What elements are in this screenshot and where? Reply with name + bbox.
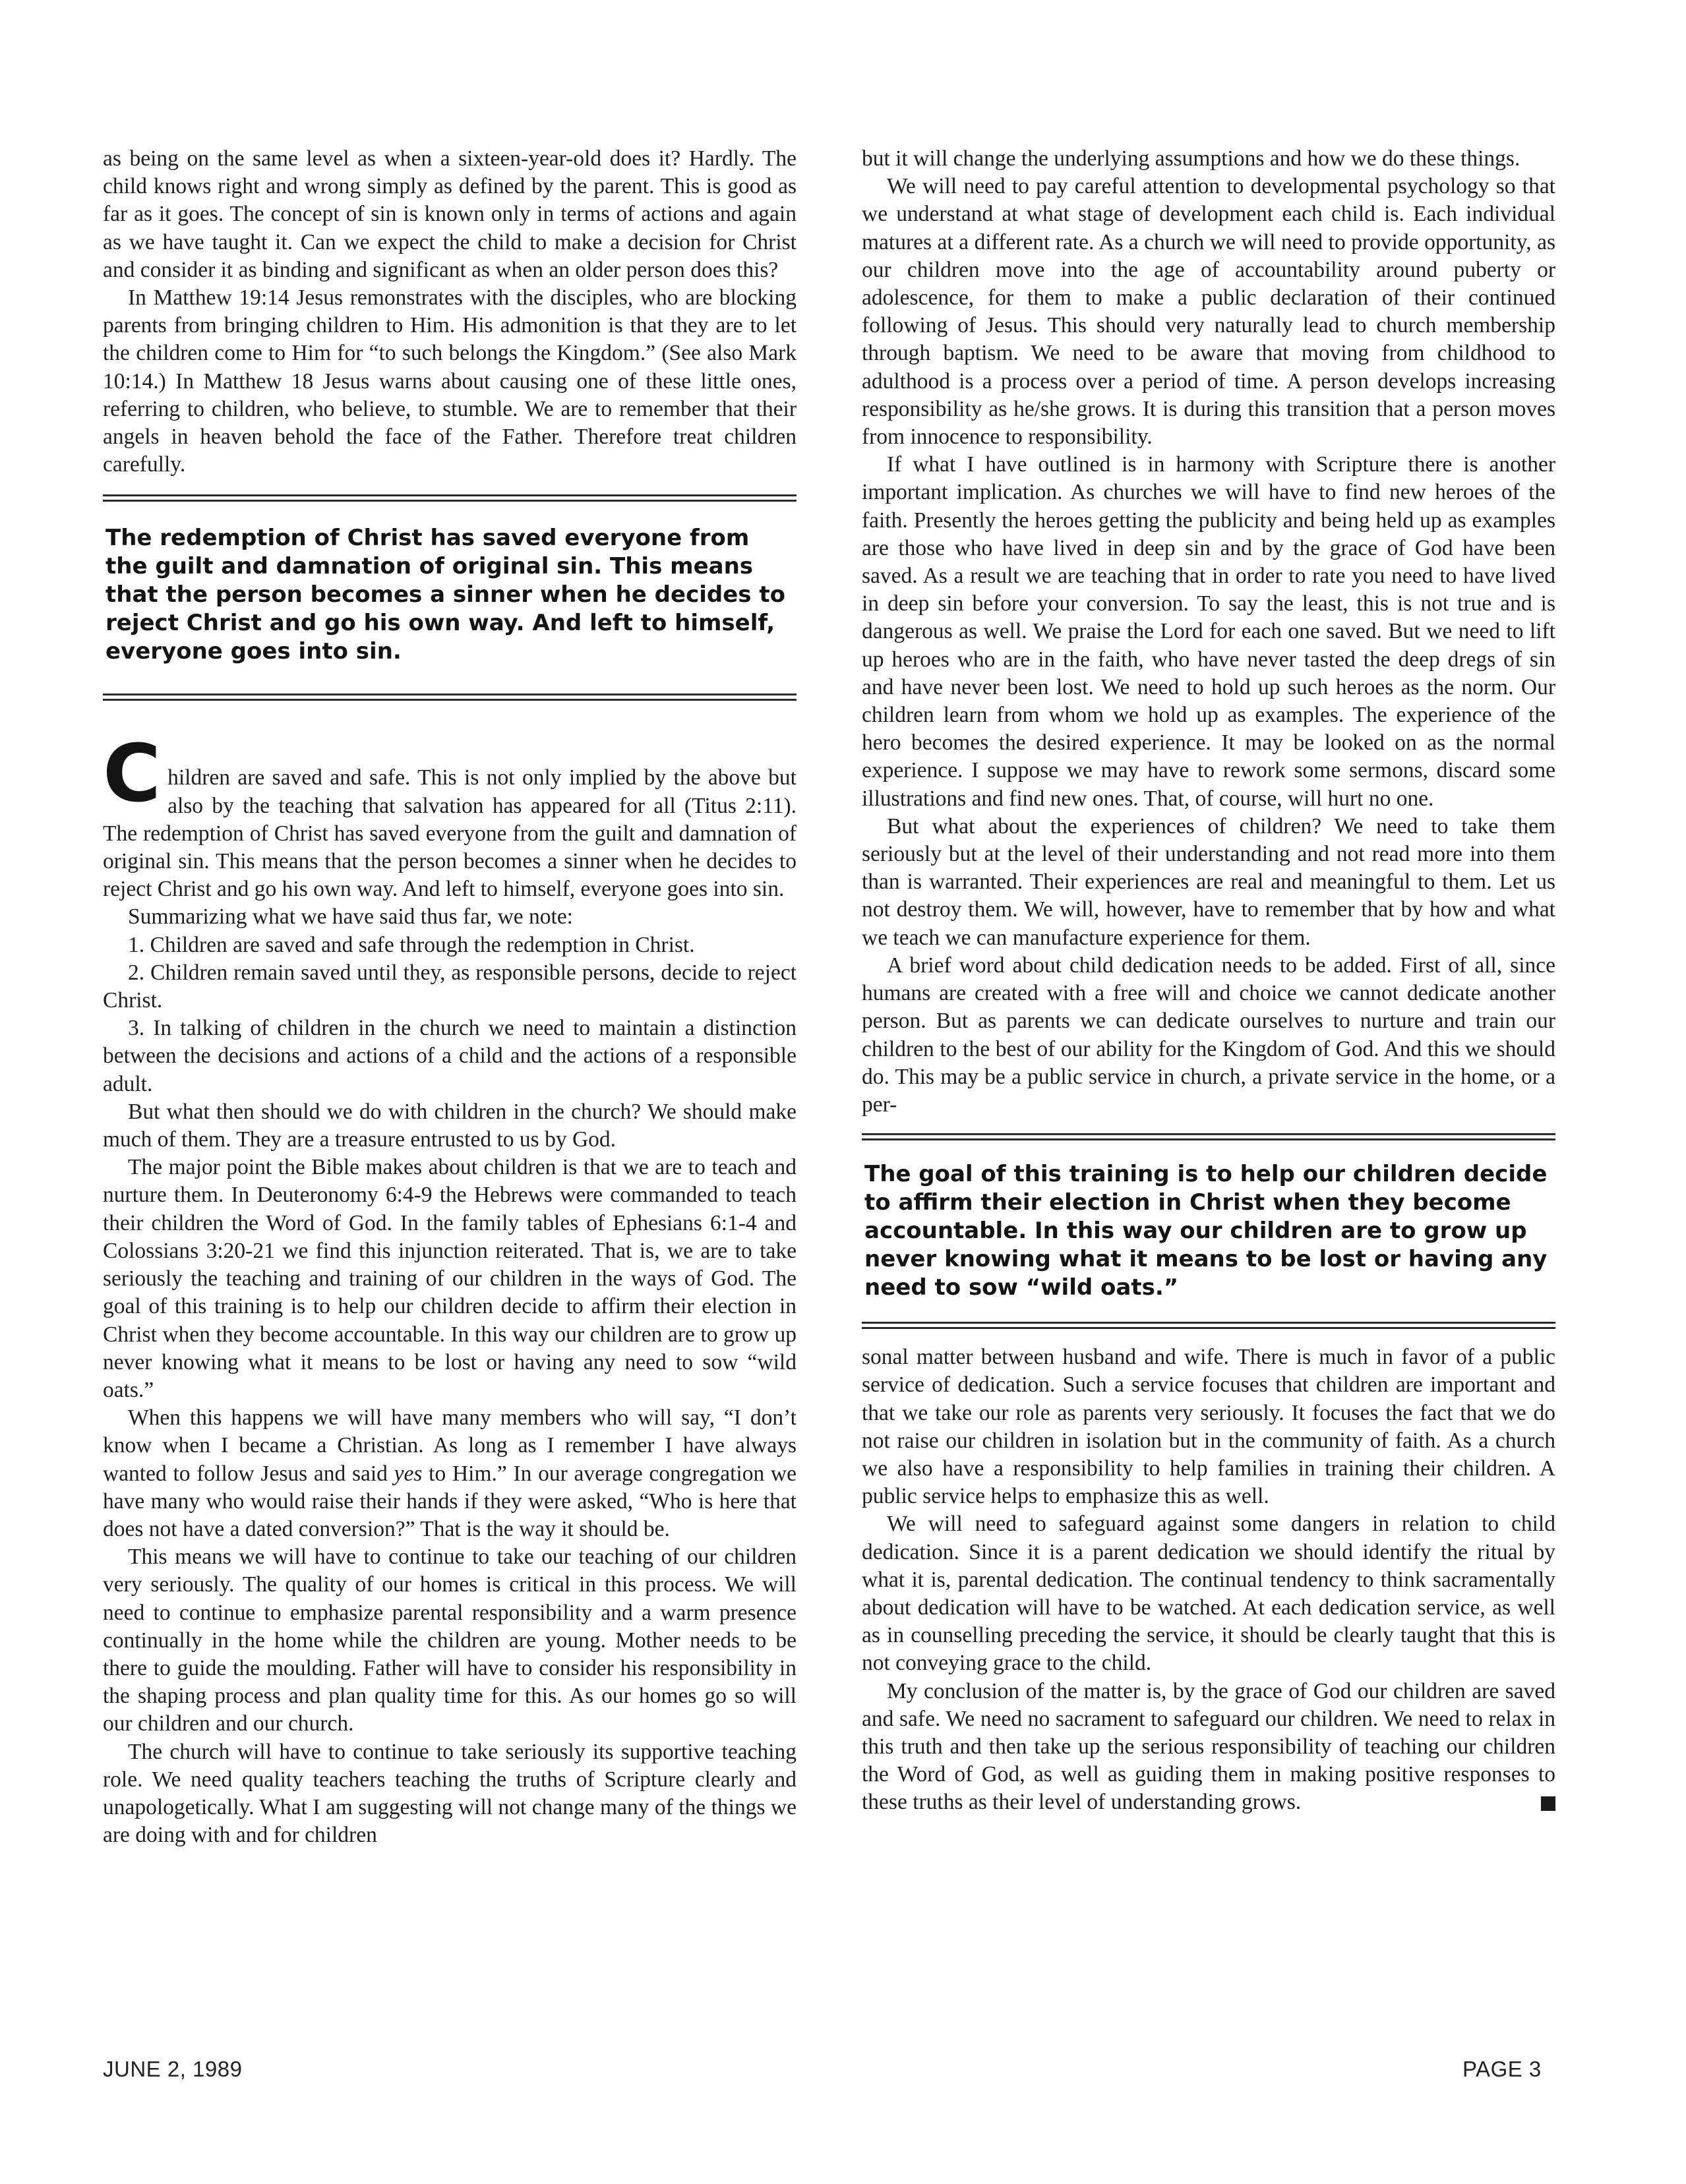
body-paragraph: A brief word about child dedication needs to be added. First of all, since humans are created with a free will and choice we cannot dedicate another person. But as parents we can dedicate ourselves to nurture and train our children to the best of our ability for the Kingdom of God. And this we should do. This may be a public service in church, a private service in the home, or a per- [862,953,1555,1117]
text-run: When this happens we will have many members who will say, “I don’t know when I became a Christian. As long as I remember I have always wanted to follow Jesus and said [103,1405,797,1486]
drop-cap: C [103,728,162,821]
pull-quote-rule-top [862,1133,1555,1140]
pull-quote-rule-bottom [103,694,797,701]
footer-date: JUNE 2, 1989 [103,2057,243,2081]
text-run: My conclusion of the matter is, by the grace of God our children are saved and safe. We need no sacrament to safeguard our children. We need to relax in this truth and then take up the serious responsibility of teaching our children the Word of God, as well as guiding them in making positive responses to these truths as their level of understanding grows. [862,1678,1555,1815]
body-paragraph: If what I have outlined is in harmony with Scripture there is another important implication. As churches we will have to find new heroes of the faith. Presently the heroes getting the publicity and being held up as examples are those who have lived in deep sin and by the grace of God have been saved. As a result we are teaching that in order to rate you need to have lived in deep sin before your conversion. To say the least, this is not true and is dangerous as well. We praise the Lord for each one saved. But we need to lift up heroes who are in the faith, who have never tasted the deep dregs of sin and have never been lost. We need to hold up such heroes as the norm. Our children learn from whom we hold up as examples. The experience of the hero becomes the desired experience. It may be looked on as the normal experience. I suppose we may have to rework some sermons, discard some illustrations and find new ones. That, of course, will hurt no one. [862,452,1555,811]
body-paragraph: The church will have to continue to take seriously its supportive teaching role. We need quality teachers teaching the truths of Scripture clearly and unapologetically. What I am suggesting will not change many of the things we are doing with and for children [103,1739,797,1848]
body-paragraph: hildren are saved and safe. This is not only implied by the above but also by the teaching that salvation has appeared for all (Titus 2:11). The redemption of Christ has saved everyone from the guilt and damnation of original sin. This means that the person becomes a sinner when he decides to reject Christ and go his own way. And left to himself, everyone goes into sin. [103,765,797,902]
left-column [103,145,797,1849]
body-paragraph: This means we will have to continue to take our teaching of our children very seriously. The quality of our homes is critical in this process. We will need to continue to emphasize parental responsibility and a warm presence continually in the home while the children are young. Mother needs to be there to guide the moulding. Father will have to consider his responsibility in the shaping process and plan quality time for this. As our homes go so will our children and our church. [103,1545,797,1736]
pull-quote-text: The goal of this training is to help our children decide to affirm their election in Christ when they become accountable. In this way our children are to grow up never knowing what it means to be lost or having any need to sow “wild oats.” [864,1161,1548,1301]
text-run: to Him.” In our average congregation we have many who would raise their hands if they were asked, “Who is here that does not have a dated conversion?” That is the way it should be. [103,1461,797,1541]
pull-quote [103,494,797,701]
body-paragraph: sonal matter between husband and wife. There is much in favor of a public service of dedication. Such a service focuses that children are important and that we take our role as parents very seriously. It focuses the fact that we do not raise our children in isolation but in the community of faith. As a church we also have a responsibility to help families in training their children. A public service helps to emphasize this as well. [862,1345,1555,1509]
body-paragraph: but it will change the underlying assumptions and how we do these things. [862,146,1520,171]
pull-quote-text: The redemption of Christ has saved everyone from the guilt and damnation of original sin. This means that the person becomes a sinner when he decides to reject Christ and go his own way. And left to himself, everyone goes into sin. [105,525,785,665]
body-paragraph: as being on the same level as when a sixteen-year-old does it? Hardly. The child knows right and wrong simply as defined by the parent. This is good as far as it goes. The concept of sin is known only in terms of actions and again as we have taught it. Can we expect the child to make a decision for Christ and consider it as binding and significant as when an older person does this? [103,146,797,282]
emphasis-text: yes [394,1461,423,1486]
list-item: 1. Children are saved and safe through the redemption in Christ. [128,932,695,957]
pull-quote-rule-bottom [862,1322,1555,1329]
body-paragraph [103,1404,797,1543]
body-paragraph: But what about the experiences of children? We need to take them seriously but at the level of their understanding and not read more into them than is warranted. Their experiences are real and meaningful to them. Let us not destroy them. We will, however, have to remember that by how and what we teach we can manufacture experience for them. [862,813,1555,950]
body-paragraph: In Matthew 19:14 Jesus remonstrates with the disciples, who are blocking parents from bringing children to Him. His admonition is that they are to let the children come to Him for “to such belongs the Kingdom.” (See also Mark 10:14.) In Matthew 18 Jesus warns about causing one of these little ones, referring to children, who believe, to stumble. We are to remember that their angels in heaven behold the face of the Father. Therefore treat children carefully. [103,285,797,477]
body-paragraph: Summarizing what we have said thus far, we note: [128,904,573,930]
list-item: 2. Children remain saved until they, as responsible persons, decide to reject Christ. [103,960,797,1013]
body-paragraph: The major point the Bible makes about children is that we are to teach and nurture them. In Deuteronomy 6:4-9 the Hebrews were commanded to teach their children the Word of God. In the family tables of Ephesians 6:1-4 and Colossians 3:20-21 we find this injunction reiterated. That is, we are to take seriously the teaching and training of our children in the ways of God. The goal of this training is to help our children decide to affirm their election in Christ when they become accountable. In this way our children are to grow up never knowing what it means to be lost or having any need to sow “wild oats.” [103,1155,797,1402]
article-section [103,728,797,903]
right-column [862,145,1555,1817]
body-paragraph: But what then should we do with children in the church? We should make much of them. They are a treasure entrusted to us by God. [103,1099,797,1152]
end-of-article-icon [1541,1796,1555,1811]
footer-page-number: PAGE 3 [1462,2057,1542,2081]
body-paragraph: We will need to safeguard against some dangers in relation to child dedication. Since it is a parent dedication we should identify the ritual by what it is, parental dedication. The continual tendency to think sacramentally about dedication will have to be watched. At each dedication service, as well as in counselling preceding the service, it should be clearly taught that this is not conveying grace to the child. [862,1512,1555,1676]
pull-quote [862,1133,1555,1329]
body-paragraph [862,1678,1555,1817]
body-paragraph: We will need to pay careful attention to developmental psychology so that we understand at what stage of development each child is. Each individual matures at a different rate. As a church we will need to provide opportunity, as our children move into the age of accountability around puberty or adolescence, for them to make a public declaration of their continued following of Jesus. This should very naturally lead to church membership through baptism. We need to be aware that moving from childhood to adulthood is a process over a period of time. A person develops increasing responsibility as he/she grows. It is during this transition that a person moves from innocence to responsibility. [862,174,1555,450]
pull-quote-rule-top [103,494,797,502]
list-item: 3. In talking of children in the church we need to maintain a distinction between the decisions and actions of a child and the actions of a responsible adult. [103,1016,797,1096]
